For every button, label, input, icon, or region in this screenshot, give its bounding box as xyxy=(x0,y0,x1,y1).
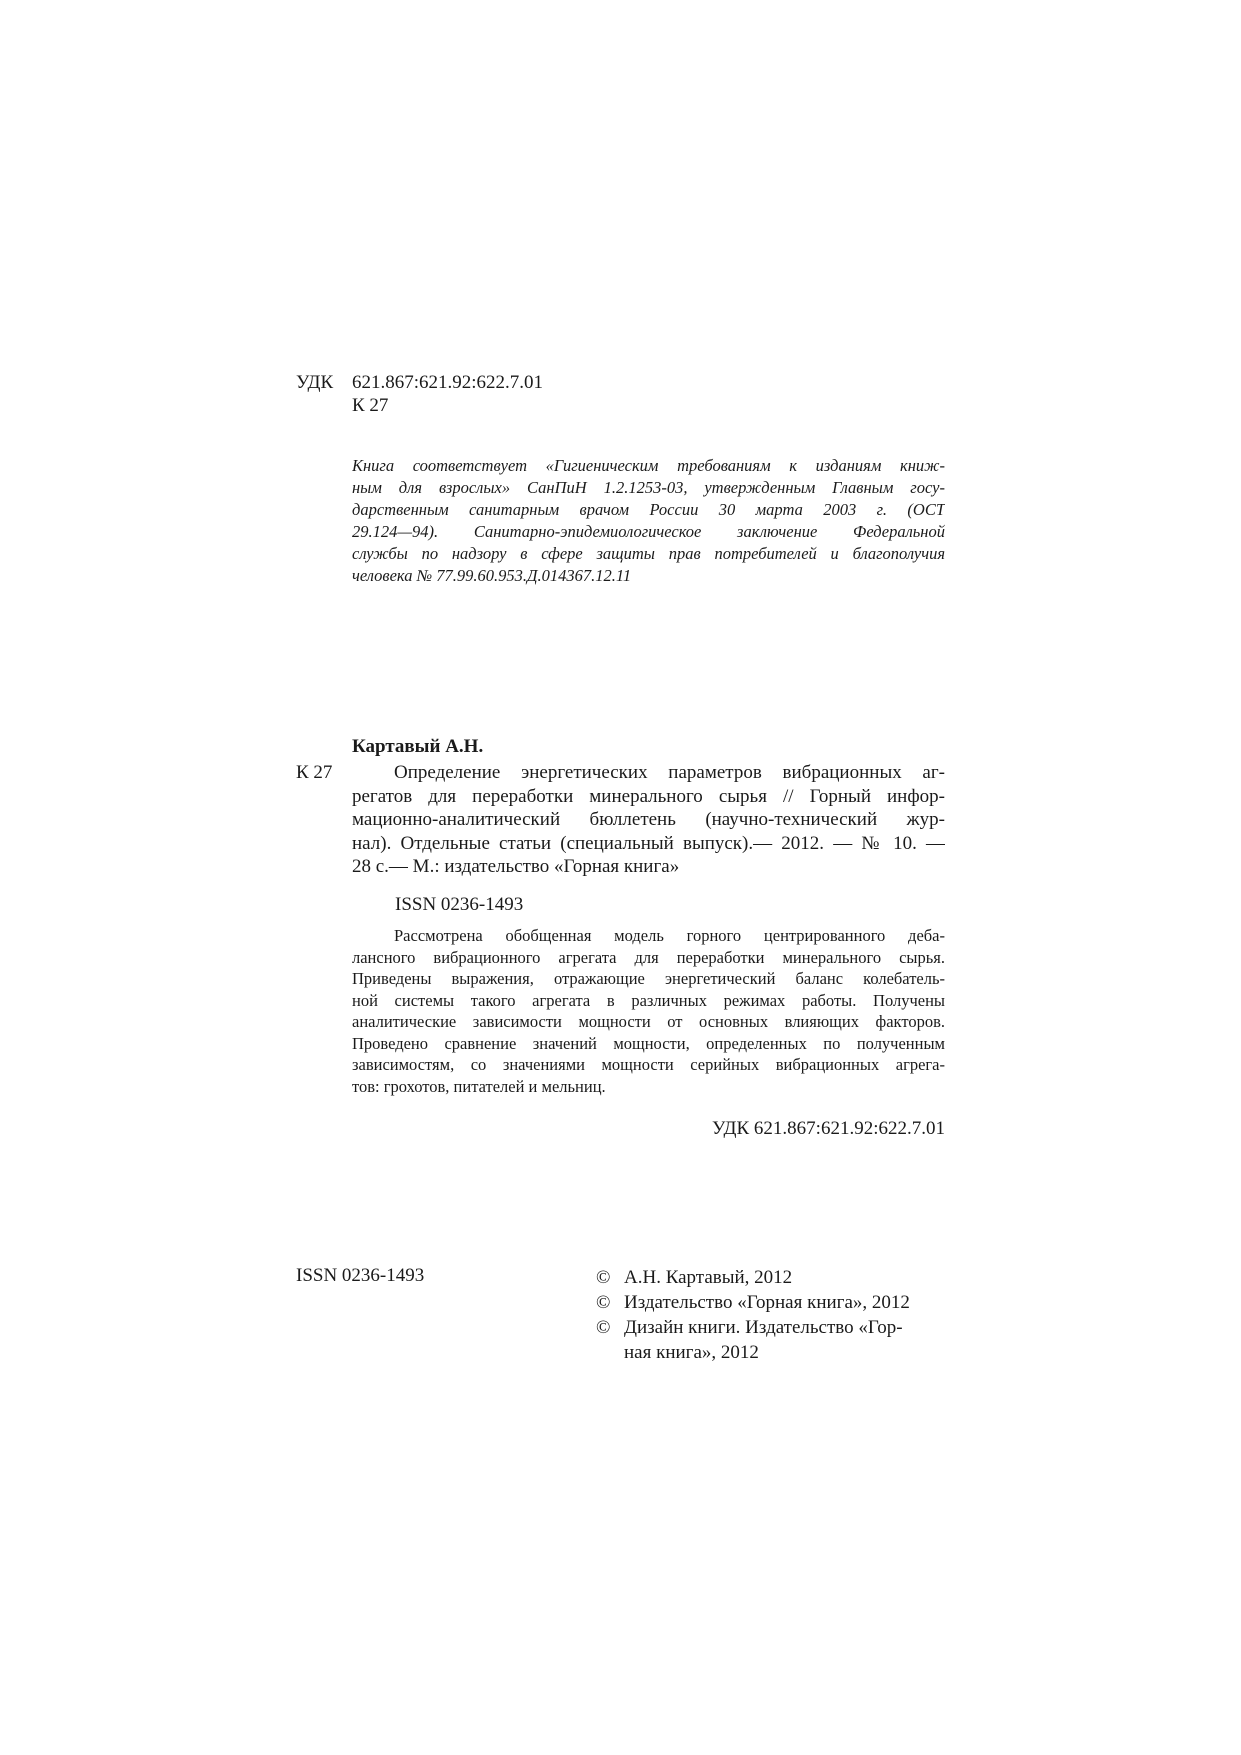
card-issn: ISSN 0236-1493 xyxy=(395,894,524,915)
udk-index: К 27 xyxy=(352,395,389,416)
description xyxy=(352,761,945,879)
abstract-line: Проведено сравнение значений мощности, определенных по полученным xyxy=(352,1033,945,1053)
abstract-line: ной системы такого агрегата в различных режимах работы. Получены xyxy=(352,990,945,1010)
description-line: нал). Отдельные статьи (специальный выпуск).— 2012. — № 10. — xyxy=(352,832,945,854)
abstract xyxy=(352,925,945,1097)
copyright-line: © Дизайн книги. Издательство «Гор- xyxy=(596,1317,903,1338)
notice-line: Книга соответствует «Гигиеническим требованиям к изданиям книж- xyxy=(352,456,945,475)
description-line: регатов для переработки минерального сырья // Горный инфор- xyxy=(352,785,945,807)
copyright-line: ная книга», 2012 xyxy=(624,1342,759,1363)
copyright-symbol: © xyxy=(596,1317,611,1338)
udk-block xyxy=(296,371,696,417)
notice-line: дарственным санитарным врачом России 30 марта 2003 г. (ОСТ xyxy=(352,500,945,519)
notice-line: человека № 77.99.60.953.Д.014367.12.11 xyxy=(352,566,632,585)
abstract-line: Приведены выражения, отражающие энергетический баланс колебатель- xyxy=(352,969,945,988)
notice-line: службы по надзору в сфере защиты прав потребителей и благополучия xyxy=(352,544,945,563)
card-index: К 27 xyxy=(296,762,333,783)
udk-code: 621.867:621.92:622.7.01 xyxy=(352,372,544,393)
notice-line: 29.124—94). Санитарно-эпидемиологическое заключение Федеральной xyxy=(352,522,945,541)
author: Картавый А.Н. xyxy=(352,736,484,757)
description-line: мационно-аналитический бюллетень (научно-технический жур- xyxy=(352,809,945,830)
abstract-line: зависимостям, со значениями мощности серийных вибрационных агрега- xyxy=(352,1055,945,1074)
copyright-block xyxy=(596,1265,956,1365)
footer-issn: ISSN 0236-1493 xyxy=(296,1265,425,1286)
abstract-line: Рассмотрена обобщенная модель горного центрированного деба- xyxy=(394,926,945,945)
copyright-line: © А.Н. Картавый, 2012 xyxy=(596,1267,793,1288)
description-line: Определение энергетических параметров вибрационных аг- xyxy=(394,762,945,783)
sanpin-notice xyxy=(352,455,945,587)
abstract-line: лансного вибрационного агрегата для переработки минерального сырья. xyxy=(352,947,945,967)
abstract-line: аналитические зависимости мощности от основных влияющих факторов. xyxy=(352,1012,945,1031)
card-udk: УДК 621.867:621.92:622.7.01 xyxy=(712,1118,945,1139)
copyright-symbol: © xyxy=(596,1267,611,1288)
copyright-symbol: © xyxy=(596,1292,611,1313)
udk-line xyxy=(296,371,696,394)
abstract-line: тов: грохотов, питателей и мельниц. xyxy=(352,1076,606,1096)
description-line: 28 с.— М.: издательство «Горная книга» xyxy=(352,856,680,877)
copyright-line: © Издательство «Горная книга», 2012 xyxy=(596,1292,910,1313)
notice-line: ным для взрослых» СанПиН 1.2.1253-03, утвержденным Главным госу- xyxy=(352,478,945,497)
udk-label: УДК xyxy=(296,372,334,393)
